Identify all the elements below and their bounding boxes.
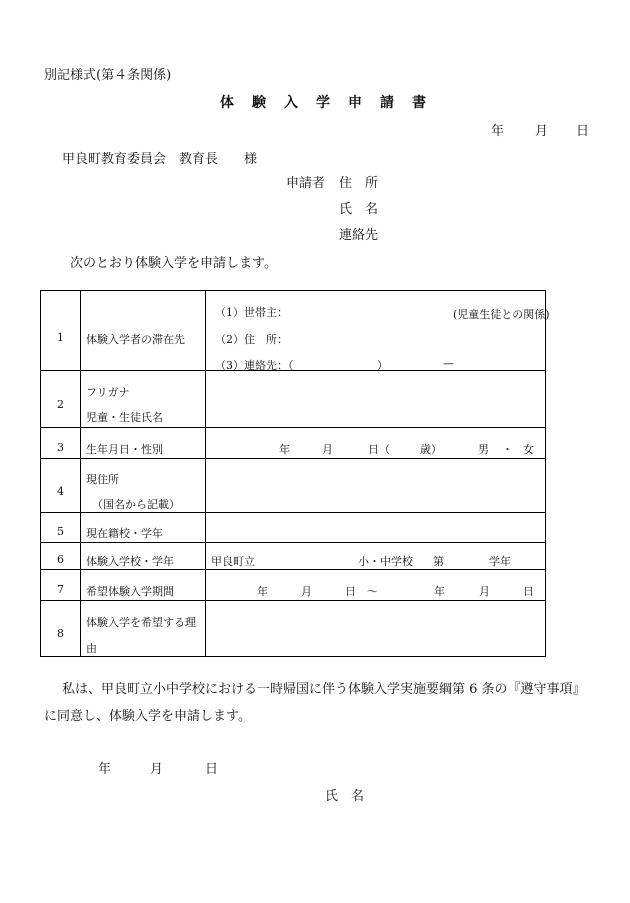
row-number: 7	[57, 583, 64, 596]
school-town: 甲良町立	[211, 555, 255, 568]
footer-name-label: 氏 名	[325, 789, 365, 804]
row-number: 3	[57, 441, 64, 454]
row-label-reason: 体験入学を希望する理	[86, 616, 196, 629]
row-label-address-note: （国名から記載）	[92, 498, 180, 511]
stay-contact-dash: —	[443, 357, 454, 370]
row-label-student-name: 児童・生徒氏名	[86, 411, 163, 424]
applicant-contact-label: 連絡先	[339, 228, 379, 243]
applicant-label: 申請者	[286, 176, 326, 191]
row-label-furigana: フリガナ	[86, 386, 130, 399]
sex-female: 女	[523, 443, 534, 456]
footer-date-month: 月	[150, 762, 164, 777]
period-end-month: 月	[479, 585, 490, 598]
footer-date-year: 年	[98, 762, 112, 777]
stay-contact-close: ）	[377, 359, 388, 372]
header-date-month: 月	[535, 124, 549, 139]
period-tilde: ～	[367, 585, 378, 598]
recipient: 甲良町教育委員会 教育長	[62, 152, 219, 167]
stay-contact: （3）連絡先：（	[215, 359, 294, 372]
row-label-birth: 生年月日・性別	[86, 443, 163, 456]
sex-male: 男	[478, 443, 489, 456]
row-number: 8	[57, 627, 64, 640]
row-label-current-school: 現在籍校・学年	[86, 527, 163, 540]
row-label-period: 希望体験入学期間	[86, 585, 174, 598]
row-number: 4	[57, 485, 64, 498]
stay-address: （2）住 所：	[215, 333, 288, 346]
row-label-trial-school: 体験入学校・学年	[86, 555, 174, 568]
consent-text-line1: 私は、甲良町立小中学校における一時帰国に伴う体験入学実施要綱第 6 条の『遵守事項』	[62, 682, 586, 697]
school-grade: 学年	[489, 555, 511, 568]
sex-separator: ・	[502, 443, 513, 456]
row-number: 6	[57, 553, 64, 566]
document-title: 体験入学申請書	[220, 95, 444, 111]
period-start-day: 日	[345, 585, 356, 598]
consent-text-line2: に同意し、体験入学を申請します。	[44, 709, 251, 724]
period-end-day: 日	[523, 585, 534, 598]
applicant-address-label: 住 所	[339, 176, 379, 191]
school-type: 小・中学校	[358, 555, 413, 568]
applicant-name-label: 氏 名	[339, 202, 379, 217]
header-date-year: 年	[491, 124, 505, 139]
period-start-month: 月	[301, 585, 312, 598]
footer-date-day: 日	[205, 762, 219, 777]
row-label-stay: 体験入学者の滞在先	[86, 333, 185, 346]
row-label-reason-cont: 由	[86, 642, 97, 655]
row-label-address: 現住所	[86, 473, 119, 486]
birth-month: 月	[322, 443, 333, 456]
period-start-year: 年	[257, 585, 268, 598]
birth-age: 歳）	[420, 443, 442, 456]
row-number: 5	[57, 525, 64, 538]
school-ordinal: 第	[433, 555, 444, 568]
period-end-year: 年	[434, 585, 445, 598]
recipient-honorific: 様	[244, 152, 258, 167]
row-number: 2	[57, 398, 64, 411]
birth-day: 日（	[368, 443, 390, 456]
birth-year: 年	[279, 443, 290, 456]
intro-text: 次のとおり体験入学を申請します。	[70, 256, 277, 271]
row-number: 1	[57, 331, 64, 344]
stay-relation-note: (児童生徒との関係)	[453, 308, 550, 321]
form-reference-note: 別記様式(第４条関係)	[44, 68, 172, 83]
header-date-day: 日	[576, 124, 590, 139]
stay-householder: （1）世帯主：	[215, 306, 288, 319]
